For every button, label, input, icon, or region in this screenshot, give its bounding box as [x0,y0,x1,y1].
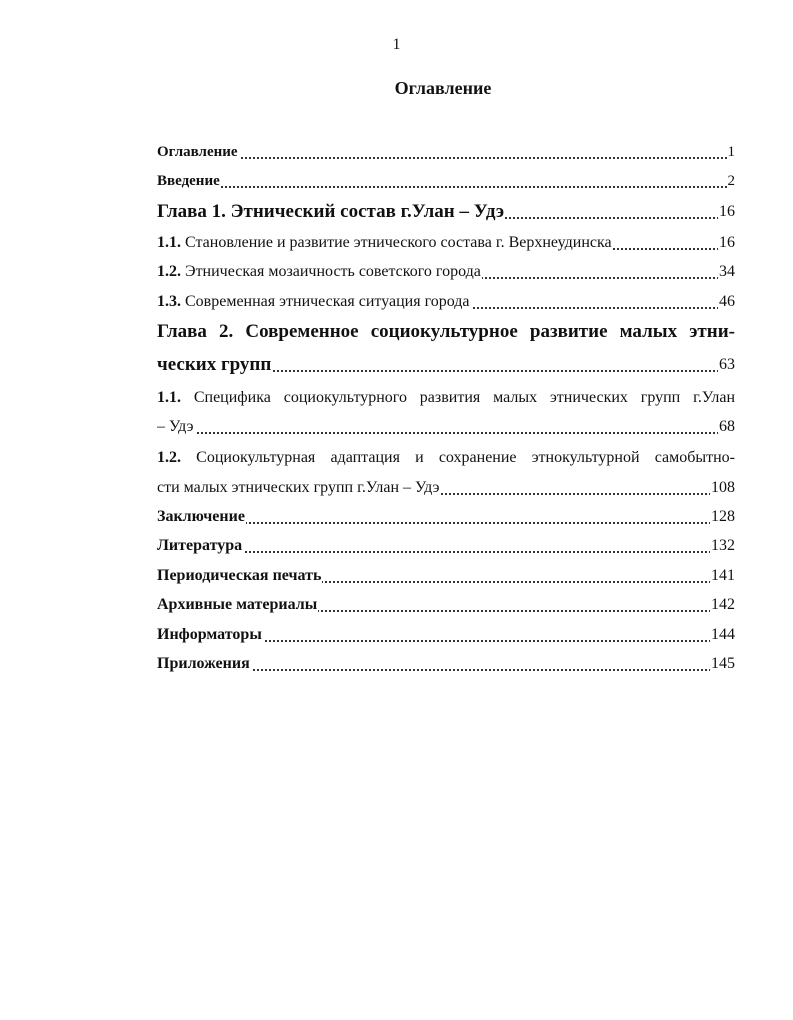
toc-title: Архивные материалы [157,596,318,613]
toc-title: Современная этническая ситуация города [185,293,470,310]
toc-entry-section-2-2[interactable] [157,476,735,500]
toc-title: Глава 2. Современное социокультурное развитие малых этни- [157,321,735,342]
toc-entry-archives[interactable] [157,593,735,617]
toc-entry-informants[interactable] [157,623,735,647]
toc-entry-periodicals[interactable] [157,564,735,588]
toc-entry-literature[interactable] [157,534,735,558]
toc-title: Заключение [157,508,245,525]
toc-title: Введение [157,173,220,189]
toc-entry-section-1-2[interactable] [157,260,735,284]
toc-title: Оглавление [157,144,238,160]
toc-number: 1.2. [157,263,181,280]
page-title-text: Оглавление [394,78,492,98]
toc-entry-contents[interactable] [157,140,735,164]
toc-title-continued: ческих групп [157,354,272,375]
toc-title-continued: сти малых этнических групп г.Улан – Удэ [157,479,440,496]
toc-entry-section-1-1[interactable] [157,231,735,255]
toc-page: 63 [718,353,735,377]
toc-number: 1.1. [157,389,181,406]
toc-page: 46 [718,290,735,314]
toc-page: 16 [718,231,735,255]
toc-entry-conclusion[interactable] [157,505,735,529]
toc-page: 34 [718,260,735,284]
toc-title: Литература [157,537,243,554]
toc-number: 1.1. [157,234,181,251]
toc-title: Социокультурная адаптация и сохранение этнокультурной самобытно- [196,449,736,466]
toc-page: 144 [710,623,735,647]
toc-page: 128 [710,505,735,529]
toc-entry-chapter-2[interactable] [157,353,735,377]
toc-page: 141 [710,564,735,588]
toc-page: 108 [710,476,735,500]
toc-number: 1.3. [157,293,181,310]
toc-title: Становление и развитие этнического состава г. Верхнеудинска [185,234,612,251]
toc-entry-chapter-2-line1[interactable] [157,320,735,344]
toc-entry-section-2-1[interactable] [157,415,735,439]
toc-page: 16 [718,200,735,224]
toc-entry-section-2-2-line1[interactable] [157,446,735,470]
toc-title: Информаторы [157,626,262,643]
toc-page: 145 [710,652,735,676]
toc-title: Периодическая печать [157,567,322,584]
toc-title: Приложения [157,655,250,672]
page-number: 1 [392,36,401,53]
toc-entry-section-1-3[interactable] [157,290,735,314]
toc-title: Глава 1. Этнический состав г.Улан – Удэ [157,201,505,222]
toc-title-continued: – Удэ [157,418,194,435]
toc-entry-section-2-1-line1[interactable] [157,386,735,410]
toc-entry-chapter-1[interactable] [157,200,735,224]
toc-page: 2 [727,169,736,193]
page-title [0,78,793,99]
toc-page: 132 [710,534,735,558]
toc-entry-introduction[interactable] [157,169,735,193]
toc-entry-appendices[interactable] [157,652,735,676]
toc-title: Специфика социокультурного развития малых этнических групп г.Улан [193,389,735,406]
toc-title: Этническая мозаичность советского города [185,263,481,280]
toc-page: 142 [710,593,735,617]
toc-number: 1.2. [157,449,181,466]
toc-page: 68 [718,415,735,439]
toc-page: 1 [727,140,736,164]
